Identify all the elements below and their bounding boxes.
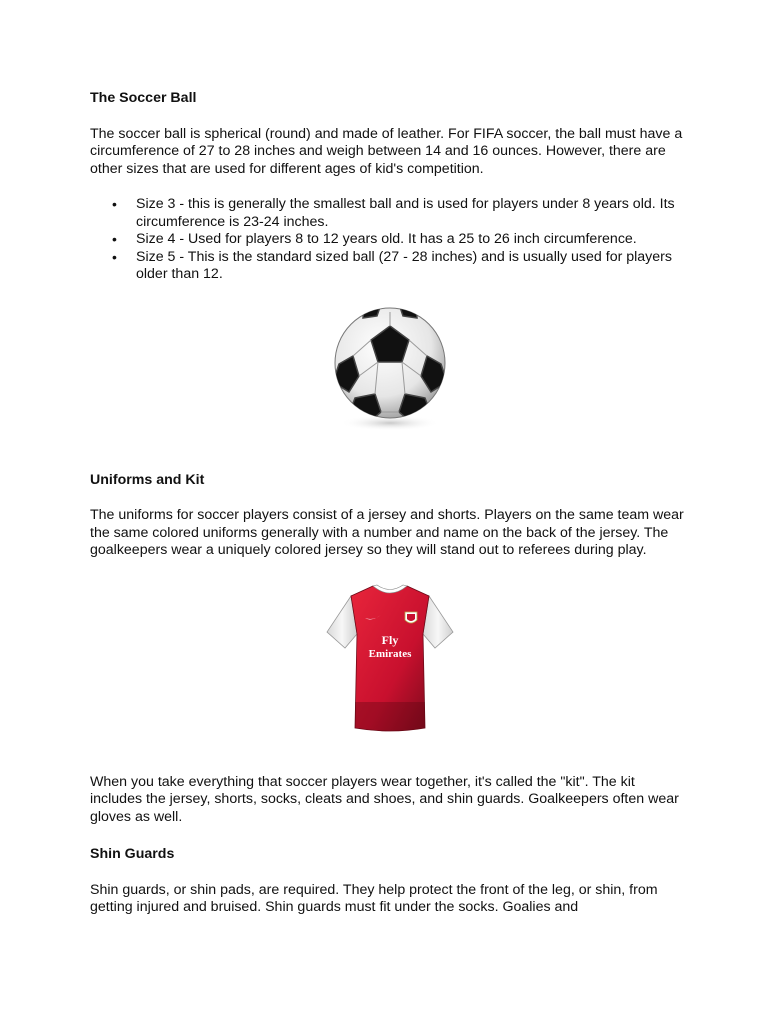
jersey-sponsor-line1: Fly	[381, 632, 399, 647]
soccer-ball-image	[325, 306, 455, 434]
ball-size-list	[90, 196, 690, 284]
heading-soccer-ball: The Soccer Ball	[90, 90, 197, 106]
heading-uniforms: Uniforms and Kit	[90, 471, 205, 488]
heading-shin-guards: Shin Guards	[90, 846, 175, 862]
list-item-size-3: • Size 3 - this is generally the smallest ball and is used for players under 8 years old. Its circumference is 23-24 inches.	[136, 196, 690, 231]
list-item-size-4: • Size 4 - Used for players 8 to 12 years old. It has a 25 to 26 inch circumference.	[136, 231, 690, 249]
soccer-ball-figure	[90, 306, 690, 434]
paragraph-soccer-ball: The soccer ball is spherical (round) and made of leather. For FIFA soccer, the ball must have a circumference of 27 to 28 inches and weigh between 14 and 16 ounces. However, there are other sizes that are used for different ages of kid's competition.	[90, 125, 683, 177]
paragraph-shin-guards: Shin guards, or shin pads, are required. They help protect the front of the leg, or shin, from getting injured and bruised. Shin guards must fit under the socks. Goalies and	[90, 881, 658, 915]
soccer-jersey-figure	[90, 582, 690, 732]
document-content	[90, 90, 690, 917]
list-item-size-5: • Size 5 - This is the standard sized ball (27 - 28 inches) and is usually used for players older than 12.	[136, 249, 690, 284]
paragraph-kit: When you take everything that soccer players wear together, it's called the "kit". The kit includes the jersey, shorts, socks, cleats and shoes, and shin guards. Goalkeepers often wear gloves as well.	[90, 773, 679, 825]
paragraph-uniforms: The uniforms for soccer players consist of a jersey and shorts. Players on the same team wear the same colored uniforms generally with a number and name on the back of the jersey. The goalkeepers wear a uniquely colored jersey so they will stand out to referees during play.	[90, 507, 684, 558]
jersey-sponsor-line2: Emirates	[368, 647, 412, 660]
soccer-jersey-image	[325, 582, 455, 732]
